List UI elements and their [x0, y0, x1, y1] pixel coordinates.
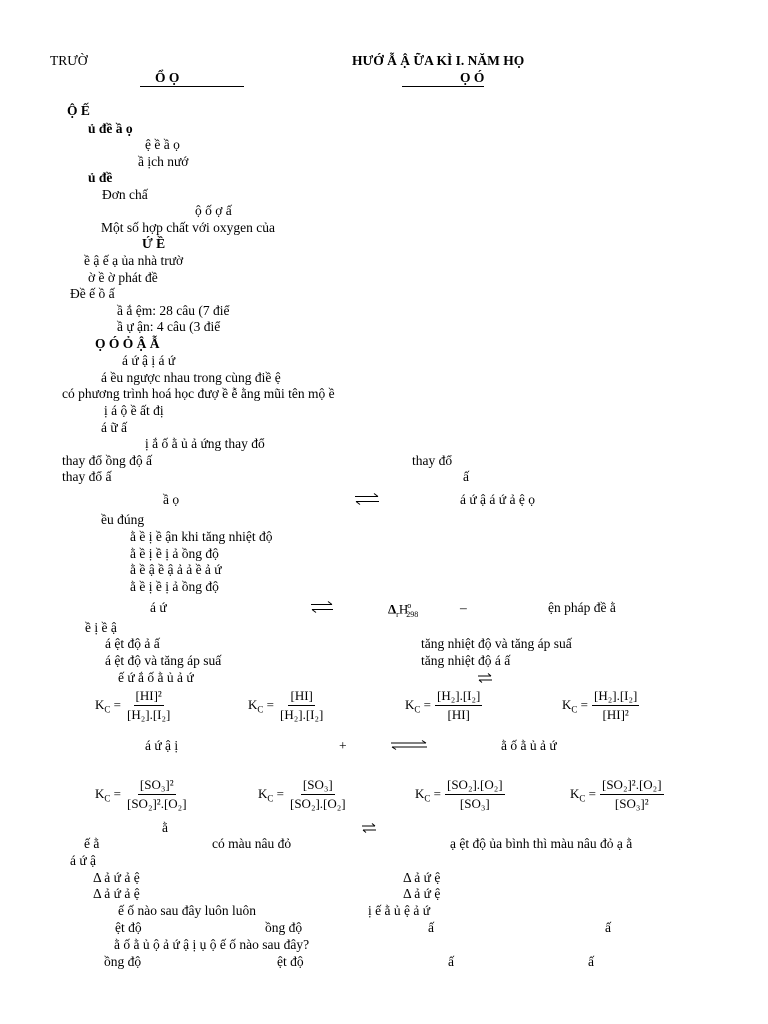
kc-option-a: $K_C$ = $\frac{\text{[SO₃]²}}{\text{[SO₂]².[O₂]}}$ — [95, 777, 187, 811]
option-b: tăng nhiệt độ và tăng áp suấ — [421, 636, 572, 651]
text-line: ằ ố ằ ủ ộ ả ứ ậ ị ụ ộ ế ố nào sau đây? — [114, 937, 310, 952]
option-b: ồng độ — [265, 920, 303, 935]
option-b: ệt độ — [277, 954, 304, 969]
small-equilibrium-arrow-icon — [477, 673, 493, 683]
kc-option-d: $K_C$ = $\frac{\text{[SO₂]².[O₂]}}{\text{[SO₃]²}}$ — [570, 777, 662, 811]
kc-option-c: $K_C$ = $\frac{\text{[H₂].[I₂]}}{[HI]}$ — [405, 688, 481, 722]
text-line: á ứ ậ ị — [145, 738, 179, 753]
topic-heading: ủ đề — [88, 170, 113, 185]
header-underline-left — [140, 86, 244, 87]
text-line: ầ ự ận: 4 câu (3 điể — [117, 319, 221, 334]
text-line: có phương trình hoá học đượ ề ễ ằng mũi tên mộ ề — [62, 386, 335, 401]
department-label: Ổ Ọ — [155, 70, 180, 85]
option-c: ấ — [428, 920, 434, 935]
text-line: ện pháp đề ằ — [548, 600, 616, 615]
option-c: Δ ả ứ ả ệ — [93, 886, 140, 901]
text-line: ằ ố ằ ủ ả ứ — [501, 738, 557, 753]
dash: – — [460, 600, 467, 615]
subject-label: Ọ Ó — [460, 70, 485, 85]
header-underline-right — [402, 86, 484, 87]
school-name: TRƯỜ — [50, 53, 88, 68]
text-line: á ứ ậ á ứ ả ệ ọ — [460, 492, 535, 507]
section-heading: Ọ Ó Ỏ Ậ Ẫ — [95, 336, 160, 351]
document-title: HƯỚ Ẫ Ậ ỮA KÌ I. NĂM HỌ — [352, 53, 525, 68]
text-line: ằ ề ị ề ị ả ồng độ — [130, 546, 219, 561]
text-line: ế ố nào sau đây luôn luôn — [118, 903, 256, 918]
equilibrium-arrow-icon — [310, 601, 334, 613]
small-equilibrium-arrow-icon — [361, 823, 377, 833]
option-c: ấ — [448, 954, 454, 969]
option-b: Δ ả ứ ệ — [403, 870, 441, 885]
text-line: ệ ề ầ ọ — [145, 137, 180, 152]
text-line: á ứ ậ — [70, 853, 97, 868]
option-a: á ệt độ ả ấ — [105, 636, 160, 651]
text-line: thay đổ ồng độ ấ — [62, 453, 152, 468]
option-d: ấ — [605, 920, 611, 935]
text-line: thay đổ ấ — [62, 469, 112, 484]
equilibrium-arrow-icon — [354, 493, 380, 505]
option-d: tăng nhiệt độ á ấ — [421, 653, 511, 668]
section-heading: Ộ Ế — [67, 103, 90, 118]
text-line: ề ậ ế ạ ủa nhà trườ — [84, 253, 184, 268]
text-line: ầ ọ — [163, 492, 180, 507]
text-line: Đề ế ồ ấ — [70, 286, 115, 301]
text-line: ờ ề ờ phát đề — [88, 270, 158, 285]
option-a: ệt độ — [115, 920, 142, 935]
option-a: Δ ả ứ ả ệ — [93, 870, 140, 885]
text-line: ầ ịch nướ — [138, 154, 189, 169]
text-line: ầ ắ ệm: 28 câu (7 điể — [117, 303, 230, 318]
plus-sign: + — [339, 738, 347, 753]
text-line: ộ ố ợ ấ — [195, 203, 232, 218]
kc-option-b: $K_C$ = $\frac{[HI]}{\text{[H₂].[I₂]}}$ — [248, 688, 324, 722]
text-line: ề ị ề ậ — [85, 620, 117, 635]
text-line: ằ — [162, 820, 168, 835]
text-line: ế ứ ắ ố ằ ủ ả ứ — [118, 670, 194, 685]
text-line: ằ ề ị ề ận khi tăng nhiệt độ — [130, 529, 273, 544]
text-line: ều đúng — [101, 512, 145, 527]
text-line: Một số hợp chất với oxygen của — [101, 220, 275, 235]
text-line: ị á ộ ề ất đị — [104, 403, 164, 418]
text-line: á ữ ấ — [101, 420, 128, 435]
text-line: thay đổ — [412, 453, 453, 468]
option-a: ồng độ — [104, 954, 142, 969]
kc-option-d: $K_C$ = $\frac{\text{[H₂].[I₂]}}{\text{[HI]²}}$ — [562, 688, 638, 722]
text-line: á ều ngược nhau trong cùng điề ệ — [101, 370, 281, 385]
text-line: ằ ề ị ề ị ả ồng độ — [130, 579, 219, 594]
text-line: ấ — [463, 469, 469, 484]
kc-option-c: $K_C$ = $\frac{\text{[SO₂].[O₂]}}{\text{[SO₃]}}$ — [415, 777, 503, 811]
option-d: ấ — [588, 954, 594, 969]
long-equilibrium-arrow-icon — [390, 740, 428, 750]
text-line: Đơn chấ — [102, 187, 148, 202]
topic-heading: ủ đề ầ ọ — [88, 121, 133, 136]
kc-option-a: $K_C$ = $\frac{\text{[HI]²}}{\text{[H₂].[I₂]}}$ — [95, 688, 171, 722]
option-c: á ệt độ và tăng áp suấ — [105, 653, 222, 668]
text-line: có màu nâu đỏ — [212, 836, 292, 851]
kc-option-b: $K_C$ = $\frac{\text{[SO₃]}}{\text{[SO₂].[O₂]}}$ — [258, 777, 346, 811]
text-line: ạ ệt độ ủa bình thì màu nâu đỏ ạ ằ — [450, 836, 633, 851]
section-heading: Ứ Ề — [142, 236, 166, 251]
text-line: ế ằ — [84, 836, 100, 851]
enthalpy-symbol: $\Delta_rH^o_{298}$ — [388, 601, 419, 619]
text-line: ằ ề ậ ề ậ ả ả ề ả ứ — [130, 562, 222, 577]
text-line: ị ế ằ ủ ệ ả ứ — [368, 903, 431, 918]
text-line: ị ắ ố ằ ủ ả ứng thay đổ — [145, 436, 265, 451]
text-line: á ứ — [150, 600, 167, 615]
text-line: á ứ ậ ị á ứ — [122, 353, 176, 368]
option-d: Δ ả ứ ệ — [403, 886, 441, 901]
